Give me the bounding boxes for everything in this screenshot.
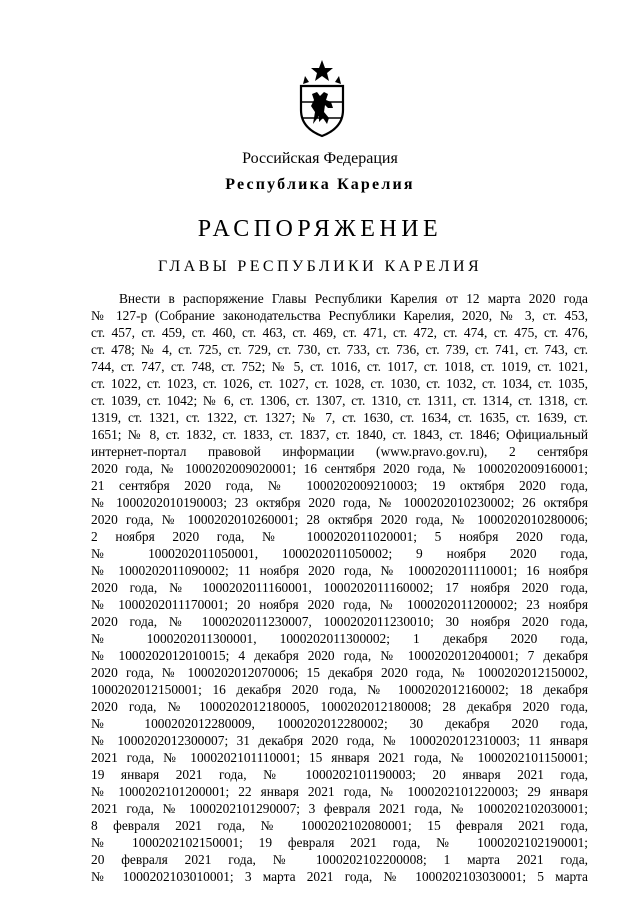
karelia-coat-of-arms-icon bbox=[297, 58, 347, 138]
body-line: № 1000202011300001, 1000202011300002; 1 декабря 2020 года, bbox=[91, 631, 588, 646]
body-line: 2020 года, № 1000202010260001; 28 октября 2020 года, № 1000202010280006; bbox=[91, 512, 588, 527]
body-line: № 127-р (Собрание законодательства Республики Карелия, 2020, № 3, ст. 453, bbox=[91, 308, 588, 323]
country-name: Российская Федерация bbox=[242, 150, 398, 167]
body-line: 2021 года, № 1000202101290007; 3 февраля 2021 года, № 1000202102030001; bbox=[91, 801, 588, 816]
body-line: Внести в распоряжение Главы Республики Карелия от 12 марта 2020 года bbox=[119, 291, 588, 306]
body-line: ст. 1022, ст. 1023, ст. 1026, ст. 1027, ст. 1028, ст. 1030, ст. 1032, ст. 1034, ст. 1035, bbox=[91, 376, 588, 391]
body-line: № 1000202010190003; 23 октября 2020 года, № 1000202010230002; 26 октября bbox=[91, 495, 588, 510]
body-line: № 1000202101200001; 22 января 2021 года, № 1000202101220003; 29 января bbox=[91, 784, 588, 799]
body-line: 20 февраля 2021 года, № 1000202102200008; 1 марта 2021 года, bbox=[91, 852, 588, 867]
body-line: № 1000202103010001; 3 марта 2021 года, № 1000202103030001; 5 марта bbox=[91, 869, 588, 884]
body-line: 8 февраля 2021 года, № 1000202102080001; 15 февраля 2021 года, bbox=[91, 818, 588, 833]
body-line: 2 ноября 2020 года, № 1000202011020001; 5 ноября 2020 года, bbox=[91, 529, 588, 544]
body-line: 744, ст. 747, ст. 748, ст. 752; № 5, ст. 1016, ст. 1017, ст. 1018, ст. 1019, ст. 1021, bbox=[91, 359, 588, 374]
republic-name: Республика Карелия bbox=[225, 176, 415, 193]
body-line: ст. 478; № 4, ст. 725, ст. 729, ст. 730, ст. 733, ст. 736, ст. 739, ст. 741, ст. 743, ст. bbox=[91, 342, 588, 357]
body-line: 21 сентября 2020 года, № 1000202009210003; 19 октября 2020 года, bbox=[91, 478, 588, 493]
body-line: № 1000202102150001; 19 февраля 2021 года, № 1000202102190001; bbox=[91, 835, 588, 850]
body-line: № 1000202011090002; 11 ноября 2020 года, № 1000202011110001; 16 ноября bbox=[91, 563, 588, 578]
body-line: 2020 года, № 1000202011160001, 1000202011160002; 17 ноября 2020 года, bbox=[91, 580, 588, 595]
body-line: № 1000202011170001; 20 ноября 2020 года, № 1000202011200002; 23 ноября bbox=[91, 597, 588, 612]
body-line: 1000202012150001; 16 декабря 2020 года, № 1000202012160002; 18 декабря bbox=[91, 682, 588, 697]
body-line: 19 января 2021 года, № 1000202101190003; 20 января 2021 года, bbox=[91, 767, 588, 782]
body-line: 2020 года, № 1000202011230007, 1000202011230010; 30 ноября 2020 года, bbox=[91, 614, 588, 629]
body-line: № 1000202011050001, 1000202011050002; 9 ноября 2020 года, bbox=[91, 546, 588, 561]
body-line: ст. 457, ст. 459, ст. 460, ст. 463, ст. 469, ст. 471, ст. 472, ст. 474, ст. 475, ст. 476, bbox=[91, 325, 588, 340]
body-line: интернет-портал правовой информации (www.pravo.gov.ru), 2 сентября bbox=[91, 444, 588, 459]
body-line: 2020 года, № 1000202009020001; 16 сентября 2020 года, № 1000202009160001; bbox=[91, 461, 588, 476]
body-line: ст. 1039, ст. 1042; № 6, ст. 1306, ст. 1307, ст. 1310, ст. 1311, ст. 1314, ст. 1318, ст. bbox=[91, 393, 588, 408]
body-line: 2021 года, № 1000202101110001; 15 января 2021 года, № 1000202101150001; bbox=[91, 750, 588, 765]
order-body-text bbox=[91, 290, 588, 885]
body-line: 2020 года, № 1000202012180005, 1000202012180008; 28 декабря 2020 года, bbox=[91, 699, 588, 714]
body-line: 1319, ст. 1321, ст. 1322, ст. 1327; № 7, ст. 1630, ст. 1634, ст. 1635, ст. 1639, ст. bbox=[91, 410, 588, 425]
body-line: 2020 года, № 1000202012070006; 15 декабря 2020 года, № 1000202012150002, bbox=[91, 665, 588, 680]
body-line: 1651; № 8, ст. 1832, ст. 1833, ст. 1837, ст. 1840, ст. 1843, ст. 1846; Официальный bbox=[91, 427, 588, 442]
body-line: № 1000202012010015; 4 декабря 2020 года, № 1000202012040001; 7 декабря bbox=[91, 648, 588, 663]
body-line: № 1000202012300007; 31 декабря 2020 года, № 1000202012310003; 11 января bbox=[91, 733, 588, 748]
document-type-title: РАСПОРЯЖЕНИЕ bbox=[197, 216, 443, 242]
body-line: № 1000202012280009, 1000202012280002; 30 декабря 2020 года, bbox=[91, 716, 588, 731]
issuer-title: ГЛАВЫ РЕСПУБЛИКИ КАРЕЛИЯ bbox=[157, 258, 483, 275]
